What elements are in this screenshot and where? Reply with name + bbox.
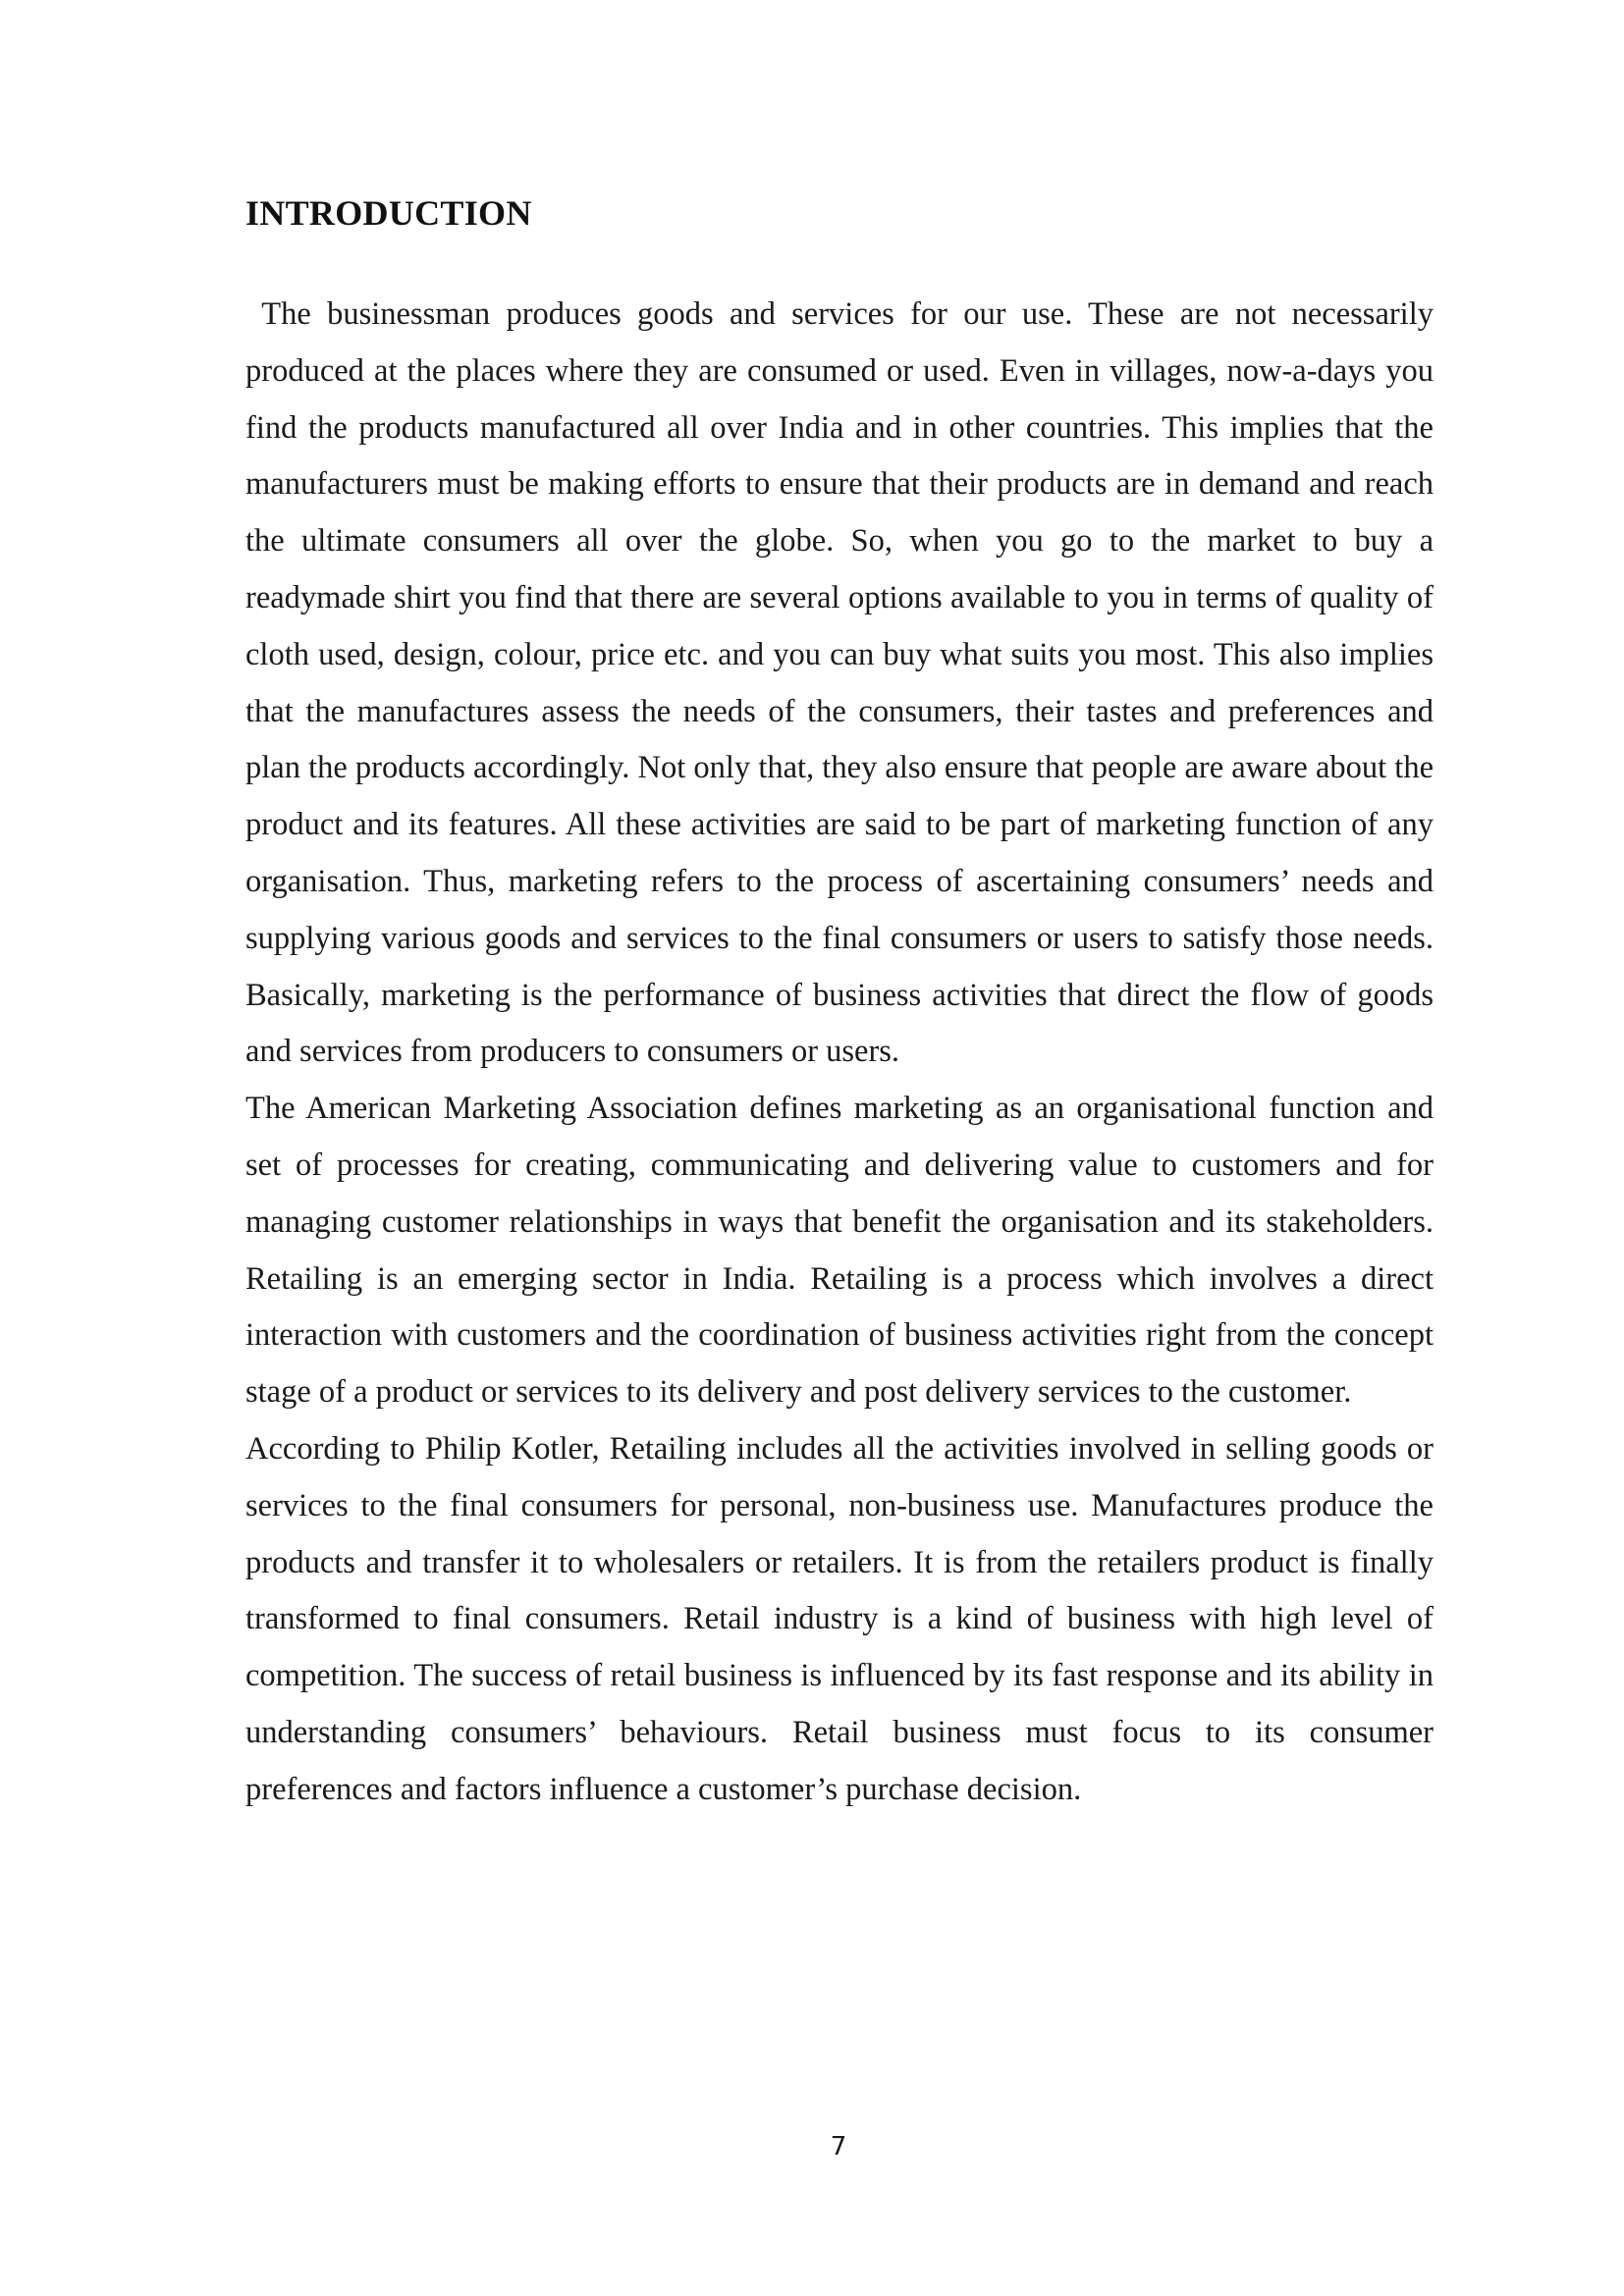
paragraph-ama-definition: The American Marketing Association defines marketing as an organisational function and set of processes for creating, communicating and delivering value to customers and for managing customer relationships in ways that benefit the organisation and its stakeholders. Retailing is an emerging sector in India. Retailing is a process which involves a direct interaction with customers and the coordination of business activities right from the concept stage of a product or services to its delivery and post delivery services to the customer. (245, 1091, 1434, 1411)
body-text (245, 287, 1442, 1819)
paragraph-intro: The businessman produces goods and services for our use. These are not necessarily produced at the places where they are consumed or used. Even in villages, now-a-days you find the products manufactured all over India and in other countries. This implies that the manufacturers must be making efforts to ensure that their products are in demand and reach the ultimate consumers all over the globe. So, when you go to the market to buy a readymade shirt you find that there are several options available to you in terms of quality of cloth used, design, colour, price etc. and you can buy what suits you most. This also implies that the manufactures assess the needs of the consumers, their tastes and preferences and plan the products accordingly. Not only that, they also ensure that people are aware about the product and its features. All these activities are said to be part of marketing function of any organisation. Thus, marketing refers to the process of ascertaining consumers’ needs and supplying various goods and services to the final consumers or users to satisfy those needs. Basically, marketing is the performance of business activities that direct the flow of goods and services from producers to consumers or users. (245, 296, 1442, 1070)
section-heading: INTRODUCTION (245, 193, 532, 233)
page-number: 7 (830, 2132, 847, 2162)
paragraph-kotler-definition: According to Philip Kotler, Retailing includes all the activities involved in selling goods or services to the final consumers for personal, non-business use. Manufactures produce the products and transfer it to wholesalers or retailers. It is from the retailers product is finally transformed to final consumers. Retail industry is a kind of business with high level of competition. The success of retail business is influenced by its fast response and its ability in understanding consumers’ behaviours. Retail business must focus to its consumer preferences and factors influence a customer’s purchase decision. (245, 1430, 1434, 1807)
